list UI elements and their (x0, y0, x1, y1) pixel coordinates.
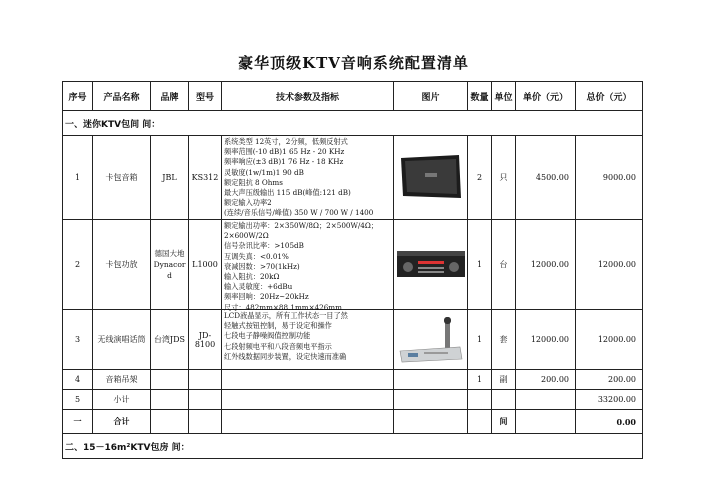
cell-brand: 台湾JDS (151, 310, 189, 370)
cell-unit: 套 (492, 310, 516, 370)
section-title: 二、15－16m²KTV包房 间： (63, 434, 643, 459)
section-title: 一、迷你KTV包间 间： (63, 111, 643, 136)
spec-line: 输入灵敏度：+6dBu (224, 282, 293, 292)
section-row (63, 434, 643, 459)
table-row (63, 220, 643, 310)
document-title: 豪华顶级KTV音响系统配置清单 (238, 54, 469, 72)
spec-line: (连续/音乐信号/峰值) 350 W / 700 W / 1400 (224, 208, 374, 218)
sum-row (63, 410, 643, 434)
header-row (63, 82, 643, 111)
cell-image (394, 410, 468, 434)
cell-brand: JBL (151, 136, 189, 220)
cell-spec (222, 410, 394, 434)
cell-total: 12000.00 (576, 310, 643, 370)
cell-price (516, 410, 576, 434)
cell-model: L1000 (189, 220, 222, 310)
col-header-no: 序号 (63, 82, 93, 111)
cell-qty (468, 390, 492, 410)
cell-no: 一 (63, 410, 93, 434)
col-header-image: 图片 (394, 82, 468, 111)
cell-unit: 台 (492, 220, 516, 310)
cell-name: 小计 (93, 390, 151, 410)
col-header-model: 型号 (189, 82, 222, 111)
cell-total: 0.00 (576, 410, 643, 434)
cell-name: 音箱吊架 (93, 370, 151, 390)
spec-line: 七段电子静噪阀值控制功能 (224, 331, 311, 341)
cell-spec (222, 370, 394, 390)
cell-qty: 2 (468, 136, 492, 220)
cell-no: 3 (63, 310, 93, 370)
cell-brand (151, 390, 189, 410)
subtotal-row (63, 390, 643, 410)
spec-line: 灵敏度(1w/1m)1 90 dB (224, 167, 304, 177)
cell-price: 4500.00 (516, 136, 576, 220)
cell-unit (492, 390, 516, 410)
cell-brand: 德国大地Dynacord (151, 220, 189, 310)
cell-spec (222, 220, 394, 310)
cell-model (189, 410, 222, 434)
table-row (63, 370, 643, 390)
cell-no: 5 (63, 390, 93, 410)
cell-name: 卡包功放 (93, 220, 151, 310)
col-header-brand: 品牌 (151, 82, 189, 111)
cell-brand (151, 410, 189, 434)
cell-qty: 1 (468, 220, 492, 310)
section-row (63, 111, 643, 136)
cell-name: 卡包音箱 (93, 136, 151, 220)
wireless-mic-image (396, 315, 466, 363)
col-header-spec: 技术参数及指标 (222, 82, 394, 111)
cell-image (394, 136, 468, 220)
col-header-qty: 数量 (468, 82, 492, 111)
spec-line: 信号杂讯比率：>105dB (224, 241, 304, 251)
spec-line: 互调失真：<0.01% (224, 251, 289, 261)
cell-no: 2 (63, 220, 93, 310)
spec-line: 尺寸：482mm×88.1mm×426mm (224, 302, 342, 312)
spec-line: 额定输入功率2 (224, 198, 272, 208)
col-header-name: 产品名称 (93, 82, 151, 111)
cell-model (189, 370, 222, 390)
cell-model: JD-8100 (189, 310, 222, 370)
cell-qty: 1 (468, 370, 492, 390)
spec-line: 系统类型 12英寸，2分频，低频反射式 (224, 137, 348, 146)
cell-model: KS312 (189, 136, 222, 220)
spec-line: 额定输出功率：2×350W/8Ω；2×500W/4Ω； (224, 221, 378, 230)
table-row (63, 136, 643, 220)
spec-line: 衰减因数：>70(1kHz) (224, 261, 300, 271)
cell-image (394, 310, 468, 370)
spec-line: 频率范围(-10 dB)1 65 Hz - 20 KHz (224, 147, 345, 157)
cell-unit: 只 (492, 136, 516, 220)
cell-brand (151, 370, 189, 390)
cell-price: 12000.00 (516, 220, 576, 310)
spec-line: 输入阻抗：20kΩ (224, 271, 280, 281)
cell-price: 200.00 (516, 370, 576, 390)
cell-image (394, 220, 468, 310)
cell-total: 12000.00 (576, 220, 643, 310)
cell-total: 200.00 (576, 370, 643, 390)
spec-line: 七段射频电平和八段音频电平指示 (224, 341, 332, 351)
cell-spec (222, 390, 394, 410)
cell-no: 4 (63, 370, 93, 390)
cell-no: 1 (63, 136, 93, 220)
col-header-unit: 单位 (492, 82, 516, 111)
config-table (62, 81, 643, 459)
amplifier-image (396, 247, 466, 281)
cell-name: 合计 (93, 410, 151, 434)
table-row (63, 310, 643, 370)
col-header-total: 总价（元） (576, 82, 643, 111)
spec-line: 频率回响：20Hz~20kHz (224, 292, 309, 302)
cell-image (394, 390, 468, 410)
cell-total: 9000.00 (576, 136, 643, 220)
spec-line: 频率响应(±3 dB)1 76 Hz - 18 KHz (224, 157, 344, 167)
cell-name: 无线演唱话筒 (93, 310, 151, 370)
cell-spec (222, 310, 394, 370)
cell-price: 12000.00 (516, 310, 576, 370)
speaker-image (399, 154, 463, 200)
cell-image (394, 370, 468, 390)
spec-line: 最大声压级输出 115 dB(峰值:121 dB) (224, 187, 351, 197)
spec-line: 轻触式按钮控制，易于设定和操作 (224, 321, 332, 331)
cell-unit: 间 (492, 410, 516, 434)
cell-total: 33200.00 (576, 390, 643, 410)
spec-line: LCD液晶显示，所有工作状态一目了然 (224, 311, 348, 320)
spec-line: 红外线数据同步装置，设定快速而准确 (224, 351, 347, 361)
cell-qty (468, 410, 492, 434)
spec-line: 额定阻抗 8 Ohms (224, 177, 283, 187)
cell-qty: 1 (468, 310, 492, 370)
cell-model (189, 390, 222, 410)
cell-price (516, 390, 576, 410)
cell-spec (222, 136, 394, 220)
spec-line: 2×600W/2Ω (224, 231, 269, 241)
cell-unit: 副 (492, 370, 516, 390)
col-header-price: 单价（元） (516, 82, 576, 111)
